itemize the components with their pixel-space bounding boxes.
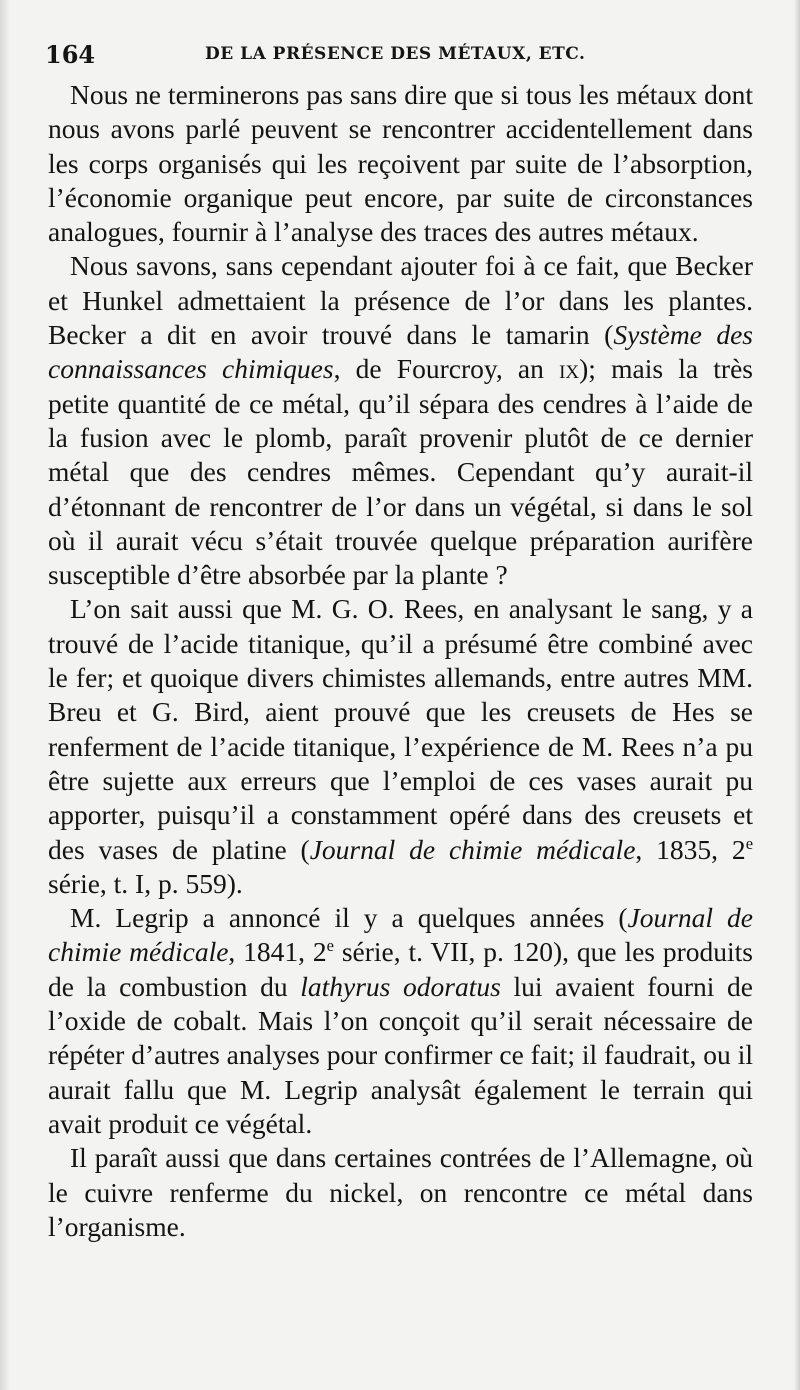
superscript: e bbox=[326, 936, 334, 956]
text-segment: série, t. I, p. 559). bbox=[48, 867, 243, 899]
text-segment: , 1835, 2 bbox=[635, 833, 746, 865]
superscript: e bbox=[745, 833, 754, 853]
text-segment: Il paraît aussi que dans certaines contrées de l’Allemagne, où le cuivre renferme du nickel, on rencontre ce métal dans l’organisme. bbox=[48, 1142, 753, 1242]
paragraph bbox=[48, 901, 753, 1141]
page-edge-shadow-right bbox=[794, 0, 800, 1390]
text-segment: Nous ne terminerons pas sans dire que si tous les métaux dont nous avons parlé peuvent se rencontrer accidentellement dans les corps organisés qui les reçoivent par suite de l’absorption, l’économie organique peut encore, par suite de circonstances analogues, fournir à l’analyse des traces des autres métaux. bbox=[48, 79, 753, 248]
smallcaps-text: ix bbox=[559, 353, 580, 385]
italic-citation: Journal de chimie médicale bbox=[309, 833, 636, 865]
paragraph bbox=[48, 1141, 753, 1244]
italic-citation: Système des connaissances chimiques bbox=[48, 319, 753, 385]
text-segment: M. Legrip a annoncé il y a quelques années ( bbox=[70, 902, 628, 934]
paragraph bbox=[48, 592, 753, 901]
body-text bbox=[48, 78, 753, 1244]
page-header bbox=[45, 38, 755, 74]
italic-citation: lathyrus odoratus bbox=[300, 970, 501, 1002]
page-edge-shadow-left bbox=[0, 0, 10, 1390]
italic-citation: Journal de chimie médicale bbox=[48, 902, 753, 968]
text-segment: , 1841, 2 bbox=[228, 936, 327, 968]
page-number: 164 bbox=[45, 40, 96, 69]
paragraph bbox=[48, 78, 753, 249]
text-segment: ); mais la très petite quantité de ce métal, qu’il sépara des cendres à l’aide de la fusion avec le plomb, paraît provenir plutôt de ce dernier métal que des cendres mêmes. Cependant qu’y aurait-il d’étonnant de rencontrer de l’or dans un végétal, si dans le sol où il aurait vécu s’était trouvée quelque préparation aurifère susceptible d’être absorbée par la plante ? bbox=[48, 353, 753, 591]
text-segment: , de Fourcroy, an bbox=[333, 353, 560, 385]
running-head: DE LA PRÉSENCE DES MÉTAUX, ETC. bbox=[205, 44, 586, 64]
text-segment: Nous savons, sans cependant ajouter foi à ce fait, que Becker et Hunkel admettaient la présence de l’or dans les plantes. Becker a dit en avoir trouvé dans le tamarin ( bbox=[48, 250, 753, 351]
text-segment: série, t. VII, p. 120), que les produits de la combustion du bbox=[48, 936, 753, 1002]
paragraph bbox=[48, 249, 753, 592]
text-segment: L’on sait aussi que M. G. O. Rees, en analysant le sang, y a trouvé de l’acide titanique, qu’il a présumé être combiné avec le fer; et quoique divers chimistes allemands, entre autres MM. Breu et G. Bird, aient prouvé que les creusets de Hes se renferment de l’acide titanique, l’expérience de M. Rees n’a pu être sujette aux erreurs que l’emploi de ces vases aurait pu apporter, puisqu’il a constamment opéré dans des creusets et des vases de platine ( bbox=[48, 593, 753, 865]
text-segment: lui avaient fourni de l’oxide de cobalt. Mais l’on conçoit qu’il serait nécessaire de répéter d’autres analyses pour confirmer ce fait; il faudrait, ou il aurait fallu que M. Legrip analysât également le terrain qui avait produit ce végétal. bbox=[48, 970, 754, 1139]
